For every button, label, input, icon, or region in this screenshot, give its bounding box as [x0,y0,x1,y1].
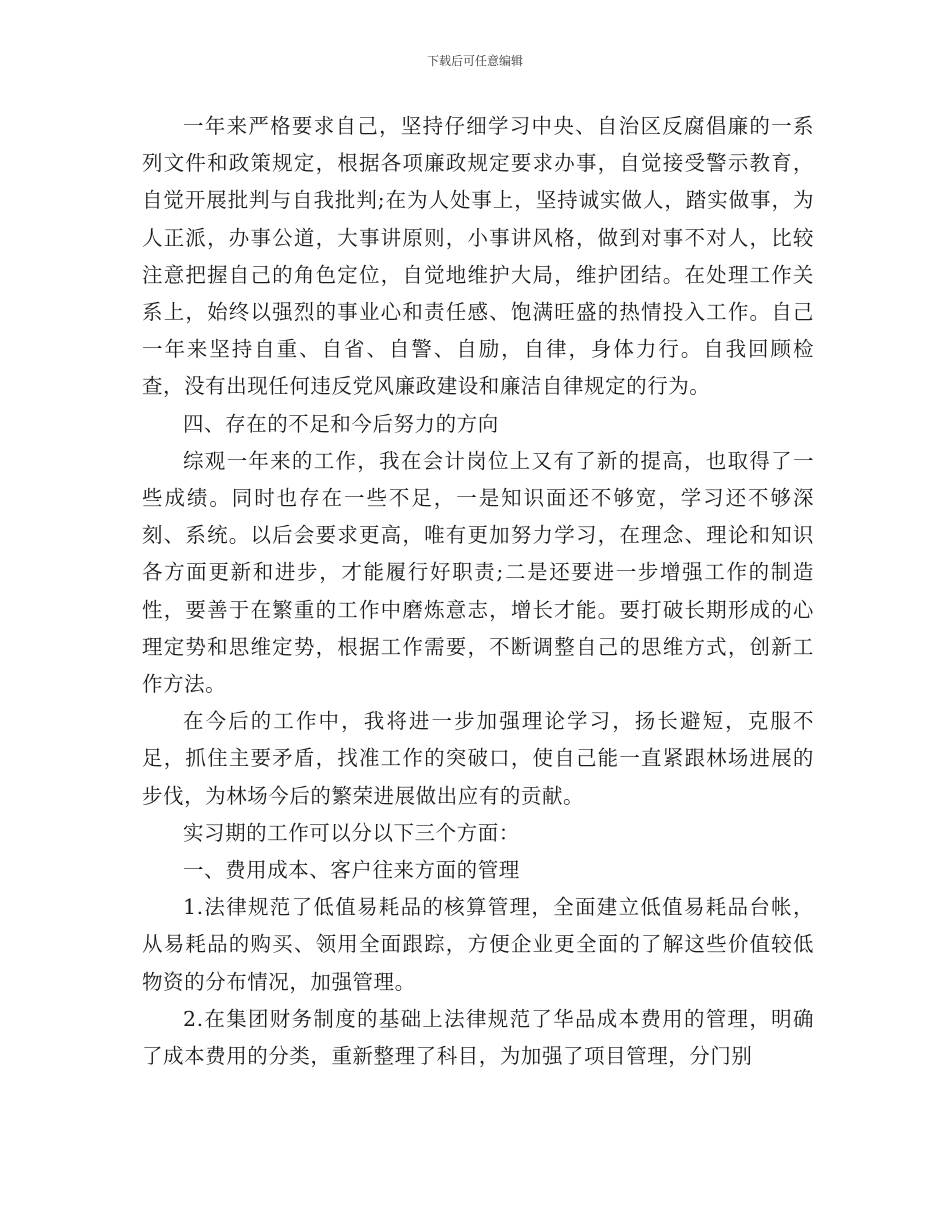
paragraph-internship-intro: 实习期的工作可以分以下三个方面： [183,820,520,845]
section-heading-cost-management: 一、费用成本、客户往来方面的管理 [183,858,520,883]
section-heading-shortcomings: 四、存在的不足和今后努力的方向 [183,411,499,436]
paragraph-integrity-self-review: 一年来严格要求自己，坚持仔细学习中央、自治区反腐倡廉的一系列文件和政策规定，根据各项廉政规定要求办事，自觉接受警示教育，自觉开展批判与自我批判;在为人处事上，坚持诚实做人，踏实做事，为人正派，办事公道，大事讲原则，小事讲风格，做到对事不对人，比较注意把握自己的角色定位，自觉地维护大局，维护团结。在处理工作关系上，始终以强烈的事业心和责任感、饱满旺盛的热情投入工作。自己一年来坚持自重、自省、自警、自励，自律，身体力行。自我回顾检查，没有出现任何违反党风廉政建设和廉洁自律规定的行为。 [142,114,814,399]
list-item-consumables: 1.法律规范了低值易耗品的核算管理，全面建立低值易耗品台帐，从易耗品的购买、领用全面跟踪，方便企业更全面的了解这些价值较低物资的分布情况，加强管理。 [142,895,814,994]
list-item-cost-expenses: 2.在集团财务制度的基础上法律规范了华品成本费用的管理，明确了成本费用的分类，重新整理了科目，为加强了项目管理，分门别 [142,1006,814,1069]
paragraph-future-work: 在今后的工作中，我将进一步加强理论学习，扬长避短，克服不足，抓住主要矛盾，找准工作的突破口，使自己能一直紧跟林场进展的步伐，为林场今后的繁荣进展做出应有的贡献。 [142,709,814,808]
document-body [142,108,814,1075]
paragraph-shortcomings: 综观一年来的工作，我在会计岗位上又有了新的提高，也取得了一些成绩。同时也存在一些不足，一是知识面还不够宽，学习还不够深刻、系统。以后会要求更高，唯有更加努力学习，在理念、理论和知识各方面更新和进步，才能履行好职责;二是还要进一步增强工作的制造性，要善于在繁重的工作中磨炼意志，增长才能。要打破长期形成的心理定势和思维定势，根据工作需要，不断调整自己的思维方式，创新工作方法。 [142,448,814,697]
page-header-note: 下载后可任意编辑 [426,54,523,68]
